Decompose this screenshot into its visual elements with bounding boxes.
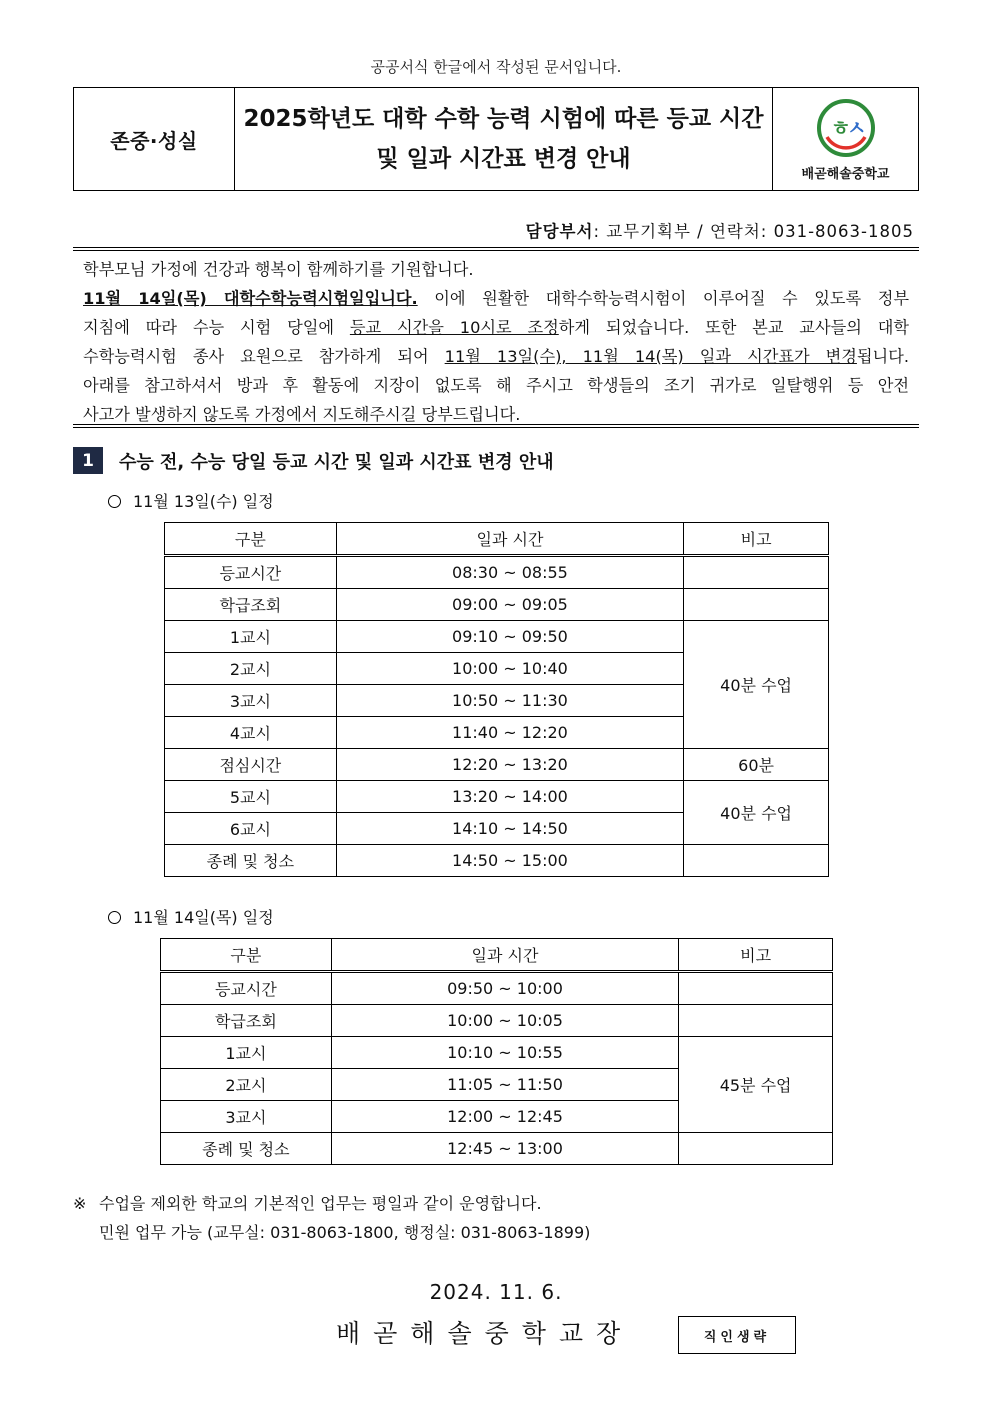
circle-bullet-icon <box>108 495 121 508</box>
row-item: 종례 및 청소 <box>161 1133 332 1165</box>
row-item: 종례 및 청소 <box>165 845 337 877</box>
intro-line-3-b: 하게 되었습니다. 또한 본교 교사들의 대학 <box>558 318 909 337</box>
row-item: 점심시간 <box>165 749 337 781</box>
row-item: 5교시 <box>165 781 337 813</box>
intro-line-2 <box>83 284 909 313</box>
row-item: 6교시 <box>165 813 337 845</box>
intro-top-rule <box>73 247 919 251</box>
table-row <box>165 845 829 877</box>
contact-line <box>526 218 914 242</box>
svg-text:ㅎ: ㅎ <box>830 115 850 140</box>
row-time: 10:00 ~ 10:40 <box>336 653 683 685</box>
table-header-row <box>165 523 829 556</box>
intro-bottom-rule <box>73 424 919 428</box>
row-item: 3교시 <box>165 685 337 717</box>
row-note <box>679 972 833 1005</box>
schedule-13-table <box>164 522 829 877</box>
table-row <box>165 556 829 589</box>
section-number: 1 <box>73 447 103 474</box>
issue-date: 2024. 11. 6. <box>429 1280 563 1304</box>
table-row <box>165 589 829 621</box>
row-time: 12:20 ~ 13:20 <box>336 749 683 781</box>
row-item: 3교시 <box>161 1101 332 1133</box>
row-note <box>684 589 829 621</box>
logo-school-name: 배곧해솔중학교 <box>801 166 890 182</box>
row-item: 2교시 <box>165 653 337 685</box>
col-header-time: 일과 시간 <box>336 523 683 556</box>
schedule-14-heading-text: 11월 14일(목) 일정 <box>133 908 274 927</box>
row-time: 10:10 ~ 10:55 <box>331 1037 678 1069</box>
col-header-note: 비고 <box>684 523 829 556</box>
row-time: 11:05 ~ 11:50 <box>331 1069 678 1101</box>
intro-line-4-a: 수학능력시험 종사 요원으로 참가하게 되어 <box>83 347 445 366</box>
intro-line-5: 아래를 참고하셔서 방과 후 활동에 지장이 없도록 해 주시고 학생들의 조기 귀가로 일탈행위 등 안전 <box>83 376 909 395</box>
footnote-text-1: 수업을 제외한 학교의 기본적인 업무는 평일과 같이 운영합니다. <box>99 1194 542 1213</box>
intro-paragraph <box>83 255 909 429</box>
footnote <box>73 1189 590 1247</box>
row-time: 09:10 ~ 09:50 <box>336 621 683 653</box>
svg-text:ㅅ: ㅅ <box>846 115 866 140</box>
school-emblem-icon <box>811 97 881 159</box>
document-title <box>235 88 773 190</box>
row-time: 14:10 ~ 14:50 <box>336 813 683 845</box>
row-time: 10:00 ~ 10:05 <box>331 1005 678 1037</box>
principal-signature: 배곧해솔중학교장 <box>336 1319 634 1348</box>
col-header-time: 일과 시간 <box>331 939 678 972</box>
seal-omitted-box: 직인생략 <box>678 1316 796 1354</box>
intro-line-6: 사고가 발생하지 않도록 가정에서 지도해주시길 당부드립니다. <box>83 405 521 424</box>
row-note <box>679 1133 833 1165</box>
table-header-row <box>161 939 833 972</box>
dept-label: 담당부서 <box>525 222 594 241</box>
table-row <box>165 621 829 653</box>
section-1-heading <box>73 447 554 474</box>
footnote-line-2 <box>73 1218 590 1247</box>
table-row <box>161 972 833 1005</box>
row-time: 08:30 ~ 08:55 <box>336 556 683 589</box>
intro-line-4 <box>83 342 909 371</box>
schedule-14-table <box>160 938 833 1165</box>
table-row <box>161 1133 833 1165</box>
row-item: 학급조회 <box>161 1005 332 1037</box>
row-item: 2교시 <box>161 1069 332 1101</box>
school-logo <box>773 88 918 190</box>
row-time: 10:50 ~ 11:30 <box>336 685 683 717</box>
col-header-item: 구분 <box>165 523 337 556</box>
row-item: 1교시 <box>165 621 337 653</box>
row-time: 13:20 ~ 14:00 <box>336 781 683 813</box>
schedule-14-heading <box>108 905 274 928</box>
table-row <box>161 1005 833 1037</box>
document-header <box>73 87 919 191</box>
intro-line-1: 학부모님 가정에 건강과 행복이 함께하기를 기원합니다. <box>83 260 474 279</box>
schedule-13-heading-text: 11월 13일(수) 일정 <box>133 492 274 511</box>
school-motto: 존중·성실 <box>74 88 235 190</box>
footnote-line-1 <box>73 1189 590 1218</box>
row-time: 12:00 ~ 12:45 <box>331 1101 678 1133</box>
footnote-text-2: 민원 업무 가능 (교무실: 031-8063-1800, 행정실: 031-8063-1899) <box>99 1223 591 1242</box>
intro-line-4-b: 됩니다. <box>856 347 909 366</box>
intro-line-3 <box>83 313 909 342</box>
row-note: 40분 수업 <box>684 781 829 845</box>
table-row <box>165 781 829 813</box>
row-time: 14:50 ~ 15:00 <box>336 845 683 877</box>
row-note: 40분 수업 <box>684 621 829 749</box>
row-time: 09:50 ~ 10:00 <box>331 972 678 1005</box>
title-line-1: 2025학년도 대학 수학 능력 시험에 따른 등교 시간 <box>243 106 764 132</box>
title-line-2: 및 일과 시간표 변경 안내 <box>376 146 631 172</box>
row-time: 09:00 ~ 09:05 <box>336 589 683 621</box>
row-note <box>684 845 829 877</box>
row-item: 4교시 <box>165 717 337 749</box>
table-row <box>165 749 829 781</box>
row-note: 45분 수업 <box>679 1037 833 1133</box>
row-item: 등교시간 <box>161 972 332 1005</box>
reference-mark-icon: ※ <box>73 1194 87 1213</box>
circle-bullet-icon <box>108 911 121 924</box>
row-item: 학급조회 <box>165 589 337 621</box>
row-note <box>679 1005 833 1037</box>
public-form-note: 공공서식 한글에서 작성된 문서입니다. <box>370 58 622 76</box>
col-header-item: 구분 <box>161 939 332 972</box>
dept-and-phone: : 교무기획부 / 연락처: 031-8063-1805 <box>593 222 914 241</box>
table-row <box>161 1037 833 1069</box>
schedule-13-heading <box>108 489 274 512</box>
section-title: 수능 전, 수능 당일 등교 시간 및 일과 시간표 변경 안내 <box>119 451 554 473</box>
row-note <box>684 556 829 589</box>
row-note: 60분 <box>684 749 829 781</box>
row-time: 12:45 ~ 13:00 <box>331 1133 678 1165</box>
arrival-change-emphasis: 등교 시간을 10시로 조정 <box>349 318 559 337</box>
row-item: 등교시간 <box>165 556 337 589</box>
intro-line-2-rest: 이에 원활한 대학수학능력시험이 이루어질 수 있도록 정부 <box>417 289 909 308</box>
row-item: 1교시 <box>161 1037 332 1069</box>
col-header-note: 비고 <box>679 939 833 972</box>
intro-line-3-a: 지침에 따라 수능 시험 당일에 <box>83 318 350 337</box>
row-time: 11:40 ~ 12:20 <box>336 717 683 749</box>
exam-date-emphasis: 11월 14일(목) 대학수학능력시험일입니다. <box>83 289 418 308</box>
timetable-change-emphasis: 11월 13일(수), 11월 14(목) 일과 시간표가 변경 <box>444 347 857 366</box>
